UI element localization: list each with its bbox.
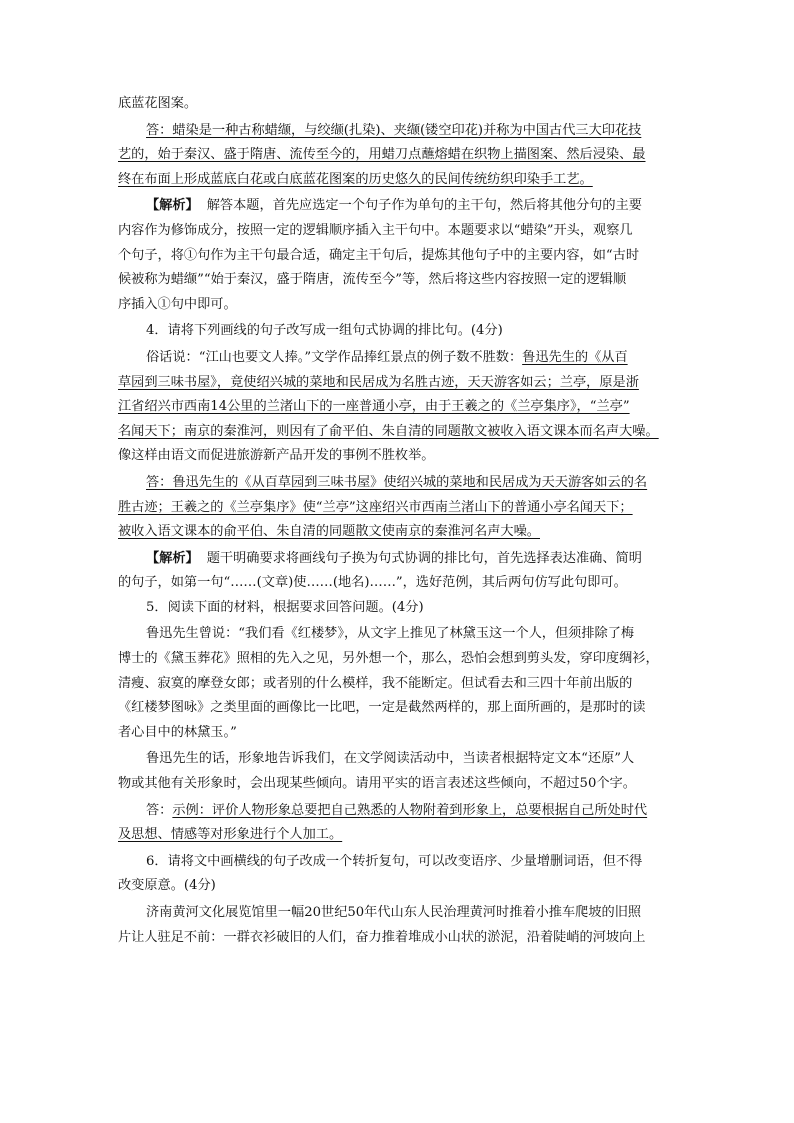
text-line [118,596,678,621]
underlined-text: 示例：评价人物形象总要把自己熟悉的人物附着到形象上，总要根据自己所处时代 [172,802,648,818]
analysis-tag: 【解析】 [146,550,199,566]
text-line [118,772,678,797]
text-line [118,547,678,572]
text-line [118,395,678,420]
text-line [118,747,678,772]
text-line [118,444,678,469]
line-text: 鲁迅先生的话，形象地告诉我们，在文学阅读活动中，当读者根据特定文本“还原”人 [146,751,635,767]
text-line [118,244,678,269]
text-line [118,219,678,244]
underlined-text: 名闻天下；南京的秦淮河，则因有了俞平伯、朱自清的同题散文被收入语文课本而名声大噪。 [118,423,659,439]
text-line [118,319,678,344]
text-line [118,471,678,496]
line-text: 物或其他有关形象时，会出现某些倾向。请用平实的语言表述这些倾向，不超过50个字。 [118,776,636,792]
line-text: 5．阅读下面的材料，根据要求回答问题。(4分) [146,599,424,615]
text-line [118,92,678,117]
text-line [118,901,678,926]
line-text: 6．请将文中画横线的句子改成一个转折复句，可以改变语序、少量增删词语，但不得 [146,853,643,869]
line-text: 个句子，将①句作为主干句最合适，确定主干句后，提炼其他句子中的主要内容，如“古时 [118,247,640,263]
line-text: 博士的《黛玉葬花》照相的先入之见，另外想一个，那么，恐怕会想到剪头发，穿印度绸衫， [118,651,659,667]
line-text: 4．请将下列画线的句子改写成一组句式协调的排比句。(4分) [146,323,503,339]
text-line [118,571,678,596]
line-text: 像这样由语文而促进旅游新产品开发的事例不胜枚举。 [118,448,435,464]
line-text: 改变原意。(4分) [118,878,216,894]
text-line [118,119,678,144]
text-line [118,268,678,293]
underlined-text: 胜古迹；王羲之的《兰亭集序》使“兰亭”这座绍兴市西南兰渚山下的普通小亭名闻天下； [118,499,633,515]
underlined-text: 答：鲁迅先生的《从百草园到三味书屋》使绍兴城的菜地和民居成为天天游客如云的名 [146,474,648,490]
text-line [118,672,678,697]
underlined-text: 草园到三味书屋》，竟使绍兴城的菜地和民居成为名胜古迹，天天游客如云；兰亭，原是浙 [118,374,639,390]
line-text: 《红楼梦图咏》之类里面的画像比一比吧，一定是截然两样的，那上面所画的，是那时的读 [118,700,646,716]
line-text: 底蓝花图案。 [118,96,198,111]
line-text: 片让人驻足不前：一群衣衫破旧的人们，奋力推着堆成小山状的淤泥，沿着陡峭的河坡向上 [118,929,646,945]
text-line [118,346,678,371]
document-page [118,92,678,950]
text-line [118,622,678,647]
text-line [118,874,678,899]
text-line [118,420,678,445]
line-text: 候被称为蜡缬”“始于秦汉，盛于隋唐，流传至今”等，然后将这些内容按照一定的逻辑顺 [118,272,627,288]
text-line [118,696,678,721]
line-text: 的句子，如第一句“……(文章)使……(地名)……”，选好范例，其后两句仿写此句即可。 [118,575,627,591]
line-text: 序插入①句中即可。 [118,296,237,312]
line-text: 题干明确要求将画线句子换为句式协调的排比句，首先选择表达准确、简明 [206,550,642,566]
text-line [118,293,678,318]
text-line [118,496,678,521]
underlined-text: 鲁迅先生的《从百 [522,349,628,365]
text-line [118,823,678,848]
text-line [118,520,678,545]
underlined-text: 江省绍兴市西南14公里的兰渚山下的一座普通小亭，由于王羲之的《兰亭集序》，“兰亭” [118,399,630,415]
text-line [118,799,678,824]
text-line [118,371,678,396]
underlined-text: 被收入语文课本的俞平伯、朱自清的同题散文使南京的秦淮河名声大噪。 [118,524,540,540]
line-text: 鲁迅先生曾说：“我们看《红楼梦》，从文字上推见了林黛玉这一个人，但须排除了梅 [146,626,635,642]
text-line [118,194,678,219]
line-text: 答： [146,802,173,818]
text-line [118,647,678,672]
line-text: 内容作为修饰成分，按照一定的逻辑顺序插入主干句中。本题要求以“蜡染”开头，观察几 [118,222,633,238]
line-text: 清瘦、寂寞的摩登女郎；或者别的什么模样，我不能断定。但试看去和三四十年前出版的 [118,675,633,691]
text-line [118,926,678,951]
text-line [118,168,678,193]
underlined-text: 答：蜡染是一种古称蜡缬，与绞缬(扎染)、夹缬(镂空印花)并称为中国古代三大印花技 [146,122,642,138]
line-text: 者心目中的林黛玉。” [118,724,237,740]
underlined-text: 艺的，始于秦汉、盛于隋唐、流传至今的，用蜡刀点蘸熔蜡在织物上描图案、然后浸染、最 [118,147,646,163]
line-text: 解答本题，首先应选定一个句子作为单句的主干句，然后将其他分句的主要 [206,198,642,214]
underlined-text: 终在布面上形成蓝底白花或白底蓝花图案的历史悠久的民间传统纺织印染手工艺。 [118,171,593,187]
text-line [118,850,678,875]
text-line [118,143,678,168]
text-line [118,721,678,746]
line-text: 俗话说：“江山也要文人捧。”文学作品捧红景点的例子数不胜数： [146,349,523,365]
line-text: 济南黄河文化展览馆里一幅20世纪50年代山东人民治理黄河时推着小推车爬坡的旧照 [146,905,642,920]
underlined-text: 及思想、情感等对形象进行个人加工。 [118,827,343,843]
analysis-tag: 【解析】 [146,198,199,214]
